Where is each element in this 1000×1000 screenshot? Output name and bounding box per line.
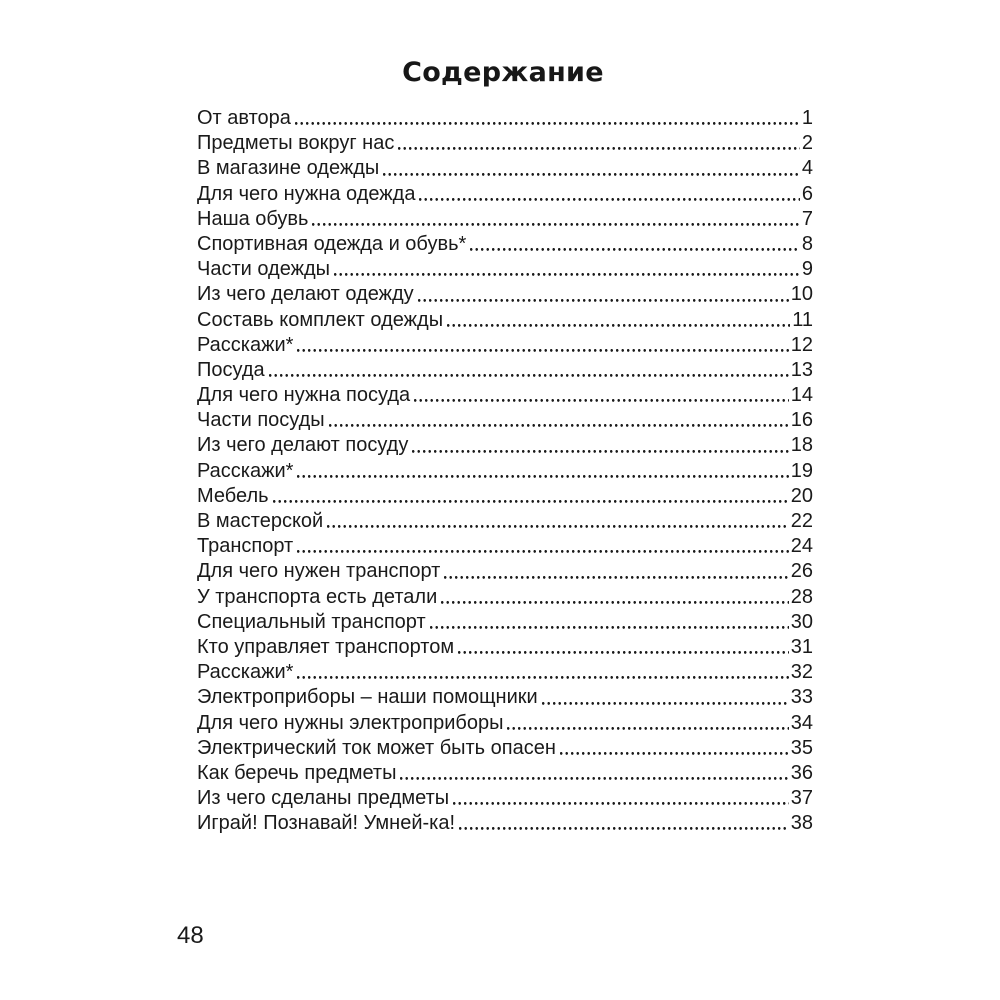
toc-entry-label: Составь комплект одежды: [197, 308, 444, 331]
toc-entry-label: У транспорта есть детали: [197, 585, 438, 608]
toc-entry: [197, 383, 813, 408]
toc-leader-dots: [269, 358, 789, 383]
toc-entry: [197, 408, 813, 433]
toc-entry-page: 13: [790, 358, 813, 381]
toc-entry-label: Расскажи*: [197, 333, 294, 356]
toc-leader-dots: [507, 711, 788, 736]
toc-entry-page: 28: [790, 585, 813, 608]
toc-entry-page: 19: [790, 459, 813, 482]
toc-leader-dots: [334, 257, 800, 282]
toc-leader-dots: [297, 534, 789, 559]
toc-entry: [197, 585, 813, 610]
toc-entry-label: Мебель: [197, 484, 269, 507]
toc-entry: [197, 761, 813, 786]
toc-entry-label: Предметы вокруг нас: [197, 132, 395, 155]
toc-leader-dots: [444, 559, 788, 584]
toc-entry: [197, 131, 813, 156]
toc-entry-label: Транспорт: [197, 535, 294, 558]
toc-leader-dots: [441, 585, 788, 610]
toc-entry: [197, 610, 813, 635]
toc-entry: [197, 534, 813, 559]
toc-list: [197, 106, 813, 836]
toc-leader-dots: [430, 610, 789, 635]
toc-leader-dots: [297, 660, 788, 685]
toc-entry-page: 26: [790, 560, 813, 583]
toc-leader-dots: [400, 761, 788, 786]
toc-entry-label: Наша обувь: [197, 207, 309, 230]
toc-leader-dots: [383, 156, 800, 181]
toc-entry: [197, 484, 813, 509]
toc-entry: [197, 282, 813, 307]
toc-entry-page: 7: [801, 207, 813, 230]
toc-entry-page: 30: [790, 610, 813, 633]
toc-leader-dots: [447, 308, 790, 333]
toc-entry: [197, 559, 813, 584]
toc-entry-page: 38: [790, 812, 813, 835]
toc-leader-dots: [329, 408, 789, 433]
toc-entry-label: Кто управляет транспортом: [197, 635, 455, 658]
toc-entry-label: Играй! Познавай! Умней-ка!: [197, 812, 456, 835]
toc-entry-page: 20: [790, 484, 813, 507]
toc-entry-label: Из чего делают одежду: [197, 283, 414, 306]
toc-entry: [197, 509, 813, 534]
toc-leader-dots: [453, 786, 789, 811]
toc-leader-dots: [560, 736, 789, 761]
toc-entry-page: 9: [801, 258, 813, 281]
toc-entry: [197, 308, 813, 333]
toc-entry: [197, 811, 813, 836]
toc-leader-dots: [398, 131, 800, 156]
toc-entry-label: Как беречь предметы: [197, 761, 397, 784]
toc-leader-dots: [458, 635, 789, 660]
toc-entry-page: 34: [790, 711, 813, 734]
toc-entry-page: 1: [801, 107, 813, 129]
page-number: 48: [177, 922, 204, 949]
toc-entry-page: 8: [801, 232, 813, 255]
toc-entry: [197, 685, 813, 710]
toc-leader-dots: [327, 509, 789, 534]
toc-entry-label: От автора: [197, 107, 291, 129]
toc-entry: [197, 660, 813, 685]
toc-entry-page: 6: [801, 182, 813, 205]
toc-leader-dots: [419, 182, 799, 207]
toc-entry-page: 31: [790, 635, 813, 658]
toc-entry-label: Спортивная одежда и обувь*: [197, 232, 467, 255]
toc-entry-page: 10: [790, 283, 813, 306]
toc-entry: [197, 736, 813, 761]
toc-entry-page: 32: [790, 661, 813, 684]
toc-leader-dots: [273, 484, 789, 509]
toc-entry-page: 14: [790, 384, 813, 407]
toc-entry-label: Части посуды: [197, 409, 325, 432]
toc-entry-page: 37: [790, 787, 813, 810]
toc-entry-label: Из чего делают посуду: [197, 434, 409, 457]
toc-entry-page: 16: [790, 409, 813, 432]
toc-entry-page: 24: [790, 535, 813, 558]
toc-entry: [197, 711, 813, 736]
toc-leader-dots: [295, 106, 800, 131]
toc-entry: [197, 433, 813, 458]
toc-entry-label: Из чего сделаны предметы: [197, 787, 450, 810]
toc-entry: [197, 459, 813, 484]
toc-entry-page: 18: [790, 434, 813, 457]
toc-entry: [197, 232, 813, 257]
toc-entry-page: 11: [792, 308, 813, 331]
toc-leader-dots: [414, 383, 789, 408]
toc-leader-dots: [470, 232, 800, 257]
page-title: Содержание: [402, 57, 604, 88]
toc-entry-label: Для чего нужна одежда: [197, 182, 416, 205]
toc-entry: [197, 635, 813, 660]
toc-entry: [197, 257, 813, 282]
toc-entry-label: В мастерской: [197, 510, 324, 532]
toc-entry: [197, 156, 813, 181]
toc-entry-page: 35: [790, 736, 813, 759]
toc-entry-label: В магазине одежды: [197, 157, 380, 180]
toc-entry-label: Специальный транспорт: [197, 610, 426, 633]
toc-entry-label: Электрический ток может быть опасен: [197, 736, 556, 759]
toc-entry-label: Электроприборы – наши помощники: [197, 686, 538, 709]
toc-entry: [197, 207, 813, 232]
toc-entry-page: 2: [801, 132, 813, 155]
toc-entry-label: Для чего нужны электроприборы: [197, 711, 504, 734]
toc-entry-label: Части одежды: [197, 258, 331, 281]
toc-entry: [197, 358, 813, 383]
toc-entry: [197, 333, 813, 358]
toc-entry-label: Для чего нужна посуда: [197, 384, 411, 407]
toc-leader-dots: [418, 282, 789, 307]
toc-entry-label: Расскажи*: [197, 661, 294, 684]
toc-leader-dots: [459, 811, 789, 836]
toc-entry: [197, 182, 813, 207]
toc-entry: [197, 786, 813, 811]
toc-entry-page: 12: [790, 333, 813, 356]
toc-entry: [197, 106, 813, 131]
toc-leader-dots: [297, 459, 788, 484]
toc-leader-dots: [412, 433, 788, 458]
toc-entry-page: 36: [790, 761, 813, 784]
toc-leader-dots: [297, 333, 788, 358]
toc-entry-label: Посуда: [197, 358, 265, 381]
toc-leader-dots: [312, 207, 799, 232]
toc-entry-page: 33: [790, 686, 813, 709]
toc-leader-dots: [542, 685, 789, 710]
toc-entry-page: 22: [790, 510, 813, 532]
toc-entry-page: 4: [801, 157, 813, 180]
toc-entry-label: Для чего нужен транспорт: [197, 560, 441, 583]
toc-entry-label: Расскажи*: [197, 459, 294, 482]
